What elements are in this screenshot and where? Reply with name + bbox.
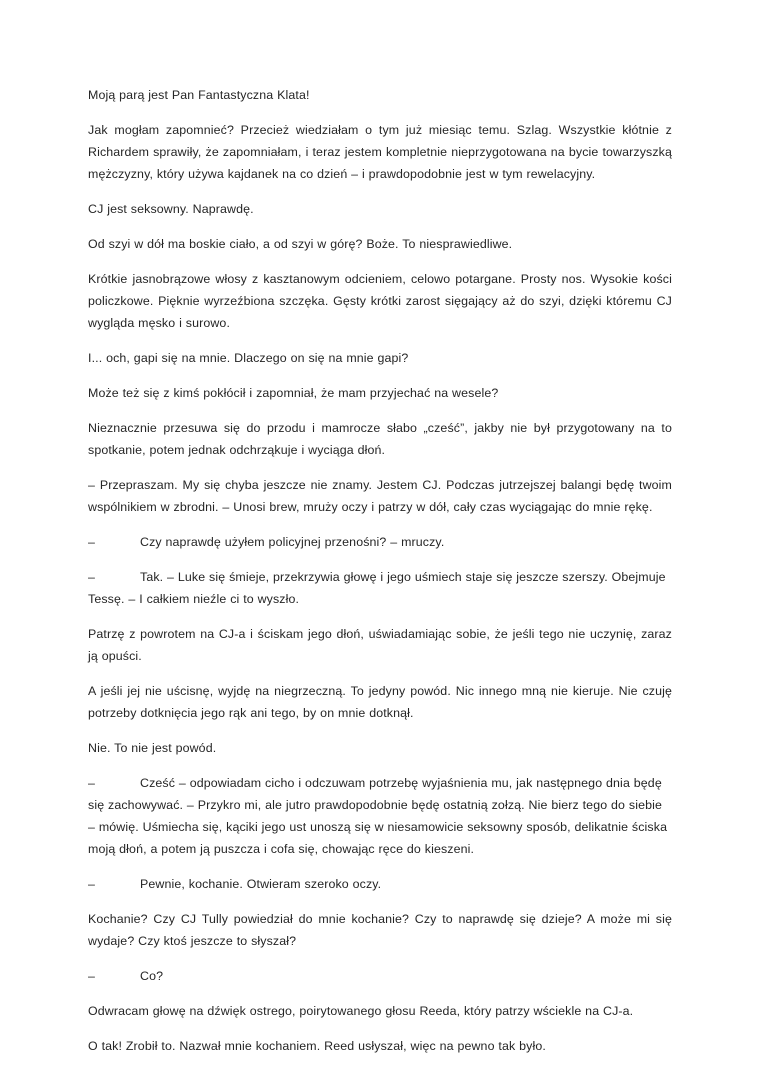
body-paragraph: – Przepraszam. My się chyba jeszcze nie znamy. Jestem CJ. Podczas jutrzejszej balangi będę twoim wspólnikiem w zbrodni. – Unosi brew, mruży oczy i patrzy w dół, cały czas wyciągając do mnie rękę. <box>88 478 672 514</box>
body-paragraph: A jeśli jej nie uścisnę, wyjdę na niegrzeczną. To jedyny powód. Nic innego mną nie kieruje. Nie czuję potrzeby dotknięcia jego rąk ani tego, by on mnie dotknął. <box>88 684 672 720</box>
body-paragraph: Od szyi w dół ma boskie ciało, a od szyi w górę? Boże. To niesprawiedliwe. <box>88 237 513 251</box>
dialogue-text: Pewnie, kochanie. Otwieram szeroko oczy. <box>140 877 382 891</box>
body-paragraph: Odwracam głowę na dźwięk ostrego, poirytowanego głosu Reeda, który patrzy wściekle na CJ-a. <box>88 1004 634 1018</box>
dialogue-text: Czy naprawdę użyłem policyjnej przenośni? – mruczy. <box>140 535 445 549</box>
body-paragraph: Krótkie jasnobrązowe włosy z kasztanowym odcieniem, celowo potargane. Prosty nos. Wysokie kości policzkowe. Pięknie wyrzeźbiona szczęka. Gęsty krótki zarost sięgający aż do szyi, dzięki któremu CJ wygląda męsko i surowo. <box>88 272 672 330</box>
body-paragraph: Nie. To nie jest powód. <box>88 741 217 755</box>
dialogue-text: Co? <box>140 969 164 983</box>
dialogue-text: Cześć – odpowiadam cicho i odczuwam potrzebę wyjaśnienia mu, jak następnego dnia będę się zachowywać. – Przykro mi, ale jutro prawdopodobnie będę ostatnią zołzą. Nie bierz tego do siebie – mówię. Uśmiecha się, kąciki jego ust unoszą się w niesamowicie seksowny sposób, delikatnie ściska moją dłoń, a potem ją puszcza i cofa się, chowając ręce do kieszeni. <box>88 776 668 856</box>
dialogue-paragraph <box>88 965 672 987</box>
dialogue-dash: – <box>88 570 96 584</box>
dialogue-paragraph <box>88 566 672 610</box>
dialogue-paragraph <box>88 873 672 895</box>
dialogue-dash: – <box>88 776 96 790</box>
body-paragraph: Moją parą jest Pan Fantastyczna Klata! <box>88 88 310 102</box>
body-paragraph: O tak! Zrobił to. Nazwał mnie kochaniem. Reed usłyszał, więc na pewno tak było. <box>88 1039 546 1053</box>
dialogue-dash: – <box>88 535 96 549</box>
body-paragraph: CJ jest seksowny. Naprawdę. <box>88 202 254 216</box>
dialogue-text: Tak. – Luke się śmieje, przekrzywia głowę i jego uśmiech staje się jeszcze szerszy. Obejmuje Tessę. – I całkiem nieźle ci to wyszło. <box>88 570 666 606</box>
body-paragraph: Jak mogłam zapomnieć? Przecież wiedziałam o tym już miesiąc temu. Szlag. Wszystkie kłótnie z Richardem sprawiły, że zapomniałam, i teraz jestem kompletnie nieprzygotowana na bycie towarzyszką mężczyzny, który używa kajdanek na co dzień – i prawdopodobnie jest w tym rewelacyjny. <box>88 123 672 181</box>
body-paragraph: Nieznacznie przesuwa się do przodu i mamrocze słabo „cześć”, jakby nie był przygotowany na to spotkanie, potem jednak odchrząkuje i wyciąga dłoń. <box>88 421 672 457</box>
dialogue-paragraph <box>88 772 672 860</box>
body-paragraph: Może też się z kimś pokłócił i zapomniał, że mam przyjechać na wesele? <box>88 386 499 400</box>
dialogue-paragraph <box>88 531 672 553</box>
document-text-column <box>88 84 672 1057</box>
body-paragraph: Patrzę z powrotem na CJ-a i ściskam jego dłoń, uświadamiając sobie, że jeśli tego nie uczynię, zaraz ją opuści. <box>88 627 672 663</box>
dialogue-dash: – <box>88 877 96 891</box>
dialogue-dash: – <box>88 969 96 983</box>
body-paragraph: I... och, gapi się na mnie. Dlaczego on się na mnie gapi? <box>88 351 409 365</box>
body-paragraph: Kochanie? Czy CJ Tully powiedział do mnie kochanie? Czy to naprawdę się dzieje? A może mi się wydaje? Czy ktoś jeszcze to słyszał? <box>88 912 672 948</box>
